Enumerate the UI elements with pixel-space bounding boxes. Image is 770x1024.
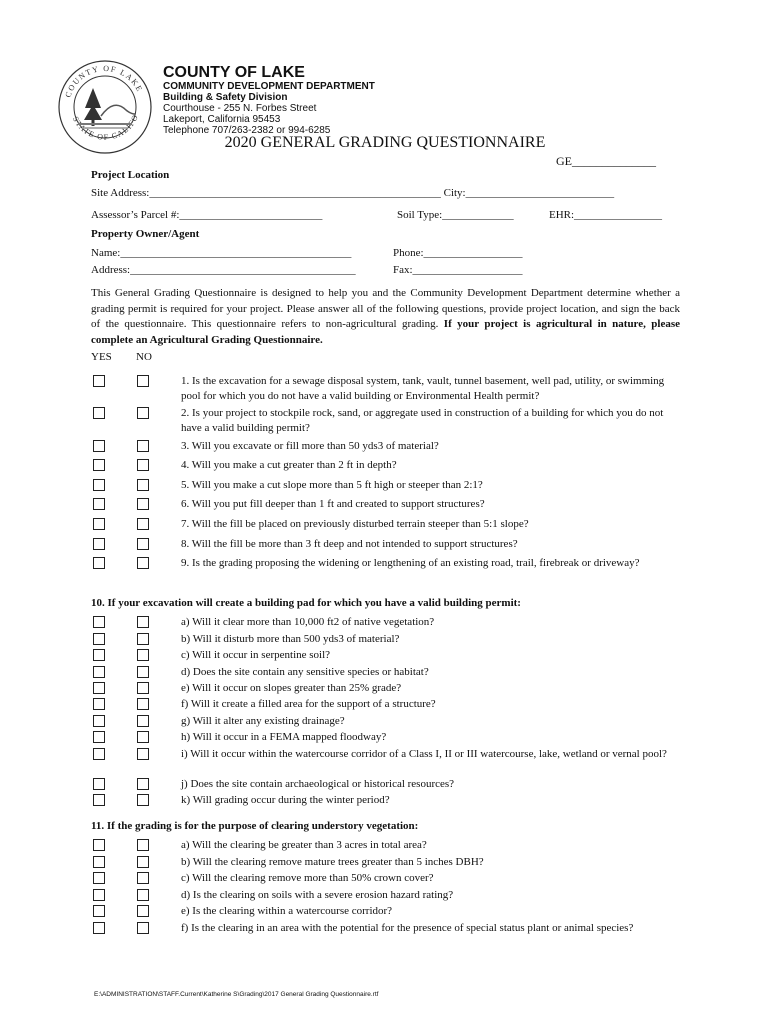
q10d-yes-checkbox[interactable] [93, 666, 105, 678]
owner-fax-field[interactable]: Fax:____________________ [393, 264, 523, 276]
q10k-no-checkbox[interactable] [137, 794, 149, 806]
q10b-no-checkbox[interactable] [137, 633, 149, 645]
q5-no-checkbox[interactable] [137, 479, 149, 491]
q6-yes-checkbox[interactable] [93, 498, 105, 510]
q2-no-checkbox[interactable] [137, 407, 149, 419]
q10b-yes-checkbox[interactable] [93, 633, 105, 645]
ge-field[interactable]: GE______________ [556, 154, 656, 168]
address-line-1: Courthouse - 255 N. Forbes Street [163, 103, 317, 114]
q10j-yes-checkbox[interactable] [93, 778, 105, 790]
svg-text:COUNTY OF LAKE: COUNTY OF LAKE [63, 63, 145, 99]
q10e-yes-checkbox[interactable] [93, 682, 105, 694]
org-name: COUNTY OF LAKE [163, 64, 305, 81]
soil-type-field[interactable]: Soil Type:_____________ [397, 209, 514, 221]
q10j-no-checkbox[interactable] [137, 778, 149, 790]
section-11-heading: 11. If the grading is for the purpose of clearing understory vegetation: [91, 820, 419, 832]
q10h-yes-checkbox[interactable] [93, 731, 105, 743]
q8-no-checkbox[interactable] [137, 538, 149, 550]
svg-text:STATE OF CALIFORNIA: STATE OF CALIFO [70, 112, 141, 142]
yes-column-header: YES [91, 351, 112, 363]
property-owner-heading: Property Owner/Agent [91, 228, 200, 240]
q4-yes-checkbox[interactable] [93, 459, 105, 471]
intro-paragraph [91, 286, 680, 348]
q11c-no-checkbox[interactable] [137, 872, 149, 884]
q10c-yes-checkbox[interactable] [93, 649, 105, 661]
ehr-field[interactable]: EHR:________________ [549, 209, 663, 221]
no-column-header: NO [136, 351, 152, 363]
q1-yes-checkbox[interactable] [93, 375, 105, 387]
question-10a: a) Will it clear more than 10,000 ft2 of native vegetation? [181, 616, 435, 628]
question-2: 2. Is your project to stockpile rock, sand, or aggregate used in construction of a building for which you do not have a valid building permit? [181, 407, 664, 434]
q9-yes-checkbox[interactable] [93, 557, 105, 569]
project-location-heading: Project Location [91, 169, 170, 181]
question-11d: d) Is the clearing on soils with a severe erosion hazard rating? [181, 889, 454, 901]
question-10e: e) Will it occur on slopes greater than 25% grade? [181, 682, 402, 694]
q10a-no-checkbox[interactable] [137, 616, 149, 628]
q10g-yes-checkbox[interactable] [93, 715, 105, 727]
file-path-footer: E:\ADMINISTRATION\STAFF.Current\Katherine S\Grading\2017 General Grading Questionnaire.rtf [94, 991, 379, 998]
q5-yes-checkbox[interactable] [93, 479, 105, 491]
phone-line: Telephone 707/263-2382 or 994-6285 [163, 125, 331, 136]
q11d-yes-checkbox[interactable] [93, 889, 105, 901]
question-10h: h) Will it occur in a FEMA mapped floodway? [181, 731, 387, 743]
section-10-heading: 10. If your excavation will create a building pad for which you have a valid building permit: [91, 597, 521, 609]
site-address-field[interactable]: Site Address:_____________________________________________________ City:___________________________ [91, 187, 615, 199]
owner-address-field[interactable]: Address:_________________________________________ [91, 264, 356, 276]
q1-no-checkbox[interactable] [137, 375, 149, 387]
q3-yes-checkbox[interactable] [93, 440, 105, 452]
q3-no-checkbox[interactable] [137, 440, 149, 452]
question-11b: b) Will the clearing remove mature trees greater than 5 inches DBH? [181, 856, 484, 868]
q11a-yes-checkbox[interactable] [93, 839, 105, 851]
question-11c: c) Will the clearing remove more than 50% crown cover? [181, 872, 434, 884]
q11e-yes-checkbox[interactable] [93, 905, 105, 917]
q10g-no-checkbox[interactable] [137, 715, 149, 727]
q11b-yes-checkbox[interactable] [93, 856, 105, 868]
question-11f: f) Is the clearing in an area with the potential for the presence of special status plant or animal species? [181, 922, 634, 934]
q10i-no-checkbox[interactable] [137, 748, 149, 760]
q2-yes-checkbox[interactable] [93, 407, 105, 419]
q10d-no-checkbox[interactable] [137, 666, 149, 678]
q11f-no-checkbox[interactable] [137, 922, 149, 934]
question-5: 5. Will you make a cut slope more than 5 ft high or steeper than 2:1? [181, 479, 483, 491]
q10h-no-checkbox[interactable] [137, 731, 149, 743]
q7-no-checkbox[interactable] [137, 518, 149, 530]
question-8: 8. Will the fill be more than 3 ft deep and not intended to support structures? [181, 538, 518, 550]
q10k-yes-checkbox[interactable] [93, 794, 105, 806]
assessor-parcel-field[interactable]: Assessor’s Parcel #:__________________________ [91, 209, 323, 221]
department-name: COMMUNITY DEVELOPMENT DEPARTMENT [163, 81, 375, 92]
q10f-no-checkbox[interactable] [137, 698, 149, 710]
question-10c: c) Will it occur in serpentine soil? [181, 649, 331, 661]
question-10b: b) Will it disturb more than 500 yds3 of material? [181, 633, 400, 645]
q11b-no-checkbox[interactable] [137, 856, 149, 868]
question-11a: a) Will the clearing be greater than 3 acres in total area? [181, 839, 427, 851]
owner-phone-field[interactable]: Phone:__________________ [393, 247, 523, 259]
question-10d: d) Does the site contain any sensitive species or habitat? [181, 666, 429, 678]
question-11e: e) Is the clearing within a watercourse corridor? [181, 905, 393, 917]
q6-no-checkbox[interactable] [137, 498, 149, 510]
owner-name-field[interactable]: Name:__________________________________________ [91, 247, 352, 259]
division-name: Building & Safety Division [163, 92, 288, 103]
question-1: 1. Is the excavation for a sewage disposal system, tank, vault, tunnel basement, well pad, utility, or swimming pool for which you do not have a valid building or Environmental Health permit? [181, 375, 665, 402]
q11d-no-checkbox[interactable] [137, 889, 149, 901]
question-9: 9. Is the grading proposing the widening or lengthening of an existing road, trail, firebreak or driveway? [181, 557, 640, 569]
question-10k: k) Will grading occur during the winter period? [181, 794, 390, 806]
q11c-yes-checkbox[interactable] [93, 872, 105, 884]
q4-no-checkbox[interactable] [137, 459, 149, 471]
q11a-no-checkbox[interactable] [137, 839, 149, 851]
q11e-no-checkbox[interactable] [137, 905, 149, 917]
q10i-yes-checkbox[interactable] [93, 748, 105, 760]
q10f-yes-checkbox[interactable] [93, 698, 105, 710]
question-10i: i) Will it occur within the watercourse corridor of a Class I, II or III watercourse, lake, wetland or vernal pool? [181, 748, 667, 760]
document-title: 2020 GENERAL GRADING QUESTIONNAIRE [224, 134, 546, 151]
q10c-no-checkbox[interactable] [137, 649, 149, 661]
intro-text: This General Grading Questionnaire is designed to help you and the Community Development Department determine whether a grading permit is required for your project. Please answer all of the following questions, provide project location, and sign the back of the questionnaire. This questionnaire refers to non-agricultural grading. [91, 287, 680, 330]
question-10g: g) Will it alter any existing drainage? [181, 715, 345, 727]
question-10f: f) Will it create a filled area for the support of a structure? [181, 698, 436, 710]
intro-bold-note: If your project is agricultural in nature, please complete an Agricultural Grading Questionnaire. [91, 318, 681, 346]
q8-yes-checkbox[interactable] [93, 538, 105, 550]
q7-yes-checkbox[interactable] [93, 518, 105, 530]
question-3: 3. Will you excavate or fill more than 50 yds3 of material? [181, 440, 439, 452]
question-4: 4. Will you make a cut greater than 2 ft in depth? [181, 459, 397, 471]
q11f-yes-checkbox[interactable] [93, 922, 105, 934]
q10e-no-checkbox[interactable] [137, 682, 149, 694]
q9-no-checkbox[interactable] [137, 557, 149, 569]
question-10j: j) Does the site contain archaeological or historical resources? [181, 778, 455, 790]
question-7: 7. Will the fill be placed on previously disturbed terrain steeper than 5:1 slope? [181, 518, 529, 530]
question-6: 6. Will you put fill deeper than 1 ft and created to support structures? [181, 498, 485, 510]
q10a-yes-checkbox[interactable] [93, 616, 105, 628]
address-line-2: Lakeport, California 95453 [163, 114, 281, 125]
